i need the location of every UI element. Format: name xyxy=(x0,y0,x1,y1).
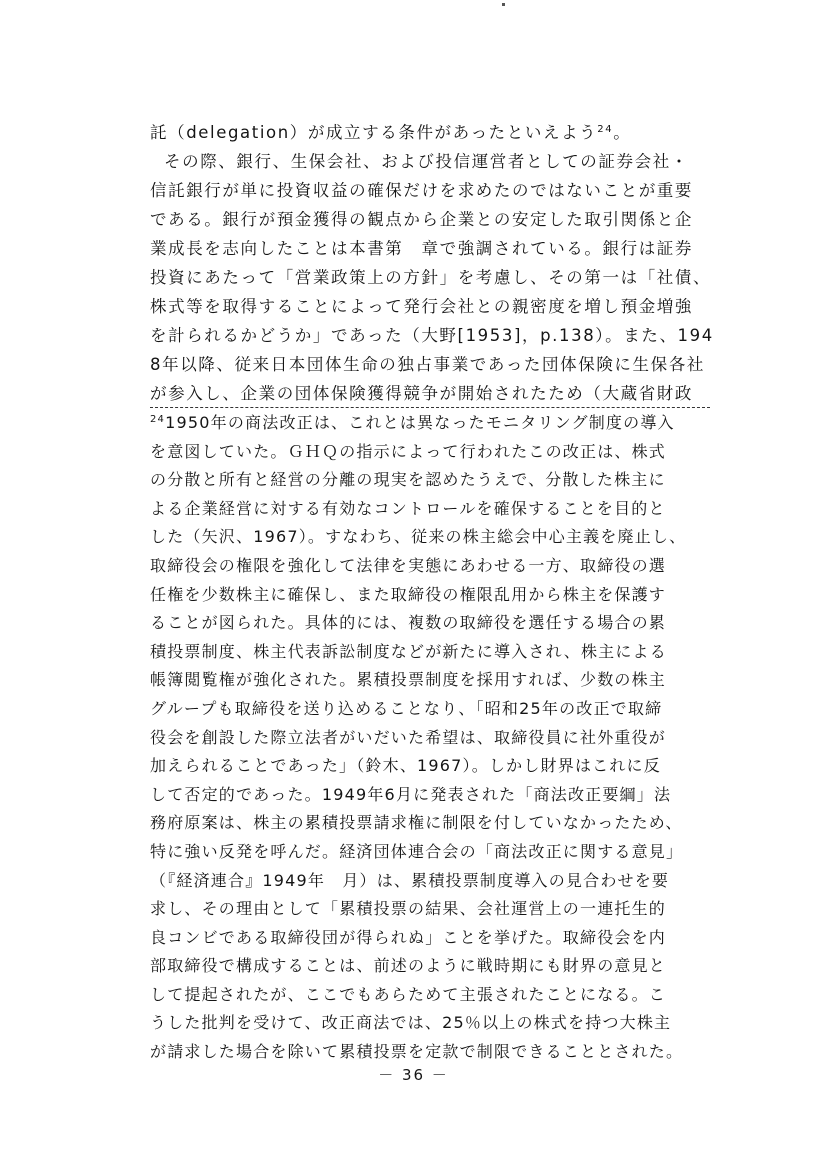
main-body-text xyxy=(150,118,714,408)
footnote-line: 役会を創設した際立法者がいだいた希望は、取締役員に社外重役が xyxy=(150,727,667,747)
footnote-line: （『経済連合』1949年 月）は、累積投票制度導入の見合わせを要 xyxy=(150,870,670,890)
page-number: － 36 － xyxy=(378,1066,449,1084)
footnote-line: よる企業経営に対する有効なコントロールを確保することを目的と xyxy=(150,498,666,518)
body-line: が参入し、企業の団体保険獲得競争が開始されたため（大蔵省財政 xyxy=(150,384,693,403)
footnote-line: を意図していた。ＧＨＱの指示によって行われたこの改正は、株式 xyxy=(150,441,667,461)
footnote-line: 求し、その理由として「累積投票の結果、会社運営上の一連托生的 xyxy=(150,899,667,919)
footnote-line: ることが図られた。具体的には、複数の取締役を選任する場合の累 xyxy=(150,613,667,633)
footnote-24 xyxy=(150,409,720,1067)
footnote-line: が請求した場合を除いて累積投票を定款で制限できることとされた。 xyxy=(150,1042,684,1062)
body-line: を計られるかどうか」であった（大野[1953]，p.138）。また、194 xyxy=(150,326,714,345)
footnote-line: 加えられることであった」（鈴木、1967）。しかし財界はこれに反 xyxy=(150,756,661,776)
footnote-line: 務府原案は、株主の累積投票請求権に制限を付していなかったため、 xyxy=(150,813,683,833)
scan-speck xyxy=(502,3,505,6)
body-line: 託（delegation）が成立する条件があったといえよう$^{24}$。 xyxy=(150,123,632,142)
footnote-line: 良コンビである取締役団が得られぬ」ことを挙げた。取締役会を内 xyxy=(150,927,667,947)
footnote-line: 特に強い反発を呼んだ。経済団体連合会の「商法改正に関する意見」 xyxy=(150,841,684,861)
body-line: 投資にあたって「営業政策上の方針」を考慮し、その第一は「社債、 xyxy=(150,268,712,287)
footnote-line: して否定的であった。1949年6月に発表された「商法改正要綱」法 xyxy=(150,784,672,804)
body-line: である。銀行が預金獲得の観点から企業との安定した取引関係と企 xyxy=(150,210,693,229)
footnote-marker: 24 xyxy=(150,414,166,425)
body-line: 株式等を取得することによって発行会社との親密度を増し預金増強 xyxy=(150,297,693,316)
footnote-line: して提起されたが、ここでもあらためて主張されたことになる。こ xyxy=(150,984,667,1004)
body-line: 業成長を志向したことは本書第 章で強調されている。銀行は証券 xyxy=(150,239,693,258)
footnote-separator xyxy=(150,407,710,408)
body-line: その際、銀行、生保会社、および投信運営者としての証券会社・ xyxy=(164,152,689,171)
footnote-line: 帳簿閲覧権が強化された。累積投票制度を採用すれば、少数の株主 xyxy=(150,670,667,690)
body-line: 信託銀行が単に投資収益の確保だけを求めたのではないことが重要 xyxy=(150,181,693,200)
footnote-line: 取締役会の権限を強化して法律を実態にあわせる一方、取締役の選 xyxy=(150,555,667,575)
footnote-line: の分散と所有と経営の分離の現実を認めたうえで、分散した株主に xyxy=(150,470,666,490)
footnote-line: 任権を少数株主に確保し、また取締役の権限乱用から株主を保護す xyxy=(150,584,667,604)
footnote-reference[interactable]: 24 xyxy=(597,124,614,135)
footnote-line: $^{24}$1950年の商法改正は、これとは異なったモニタリング制度の導入 xyxy=(150,413,675,432)
body-line: 8年以降、従来日本団体生命の独占事業であった団体保険に生保各社 xyxy=(150,355,705,374)
footnote-line: した（矢沢、1967）。すなわち、従来の株主総会中心主義を廃止し、 xyxy=(150,527,687,547)
footnote-line: うした批判を受けて、改正商法では、25％以上の株式を持つ大株主 xyxy=(150,1013,672,1033)
footnote-line: 積投票制度、株主代表訴訟制度などが新たに導入され、株主による xyxy=(150,641,667,661)
footnote-line: グループも取締役を送り込めることなり、「昭和25年の改正で取締 xyxy=(150,698,663,718)
footnote-line: 部取締役で構成することは、前述のように戦時期にも財界の意見と xyxy=(150,956,667,976)
